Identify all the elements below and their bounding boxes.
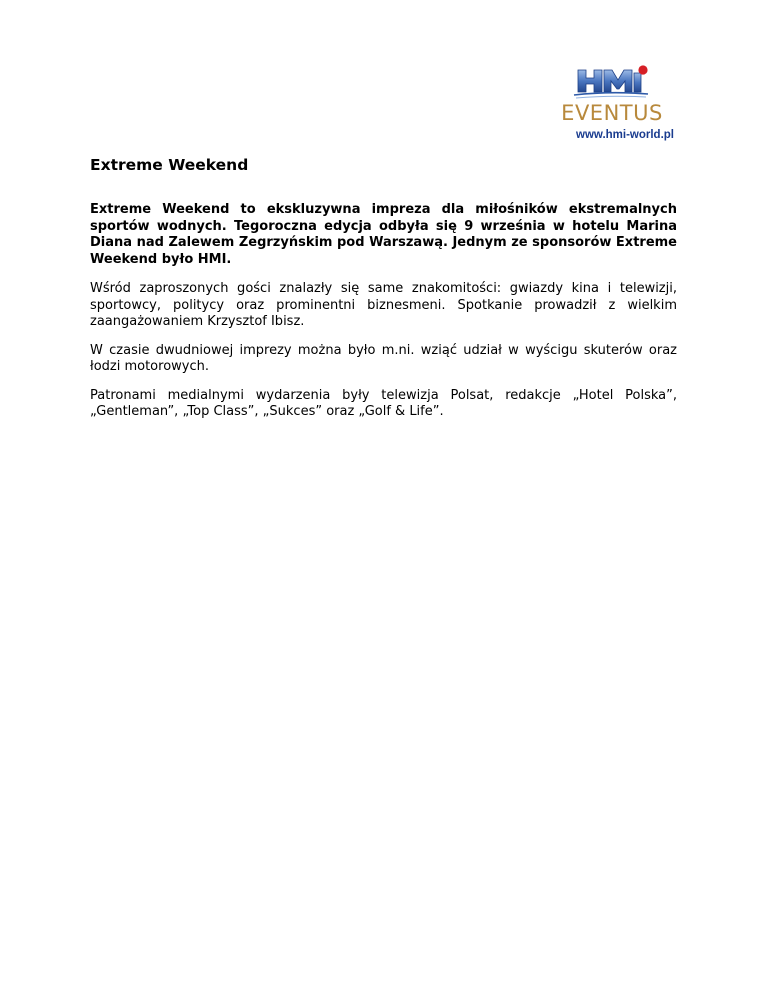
hmi-eventus-logo xyxy=(548,62,676,144)
lead-paragraph: Extreme Weekend to ekskluzywna impreza dla miłośników ekstremalnych sportów wodnych. Tegoroczna edycja odbyła się 9 września w hotelu Marina Diana nad Zalewem Zegrzyńskim pod Warszawą. Jednym ze sponsorów Extreme Weekend było HMI. xyxy=(90,202,677,267)
eventus-wordmark: EVENTUS xyxy=(561,101,663,125)
body-paragraph-activities: W czasie dwudniowej imprezy można było m.ni. wziąć udział w wyścigu skuterów oraz łodzi motorowych. xyxy=(90,342,677,374)
document-body xyxy=(90,202,677,433)
body-paragraph-guests: Wśród zaproszonych gości znalazły się same znakomitości: gwiazdy kina i telewizji, sportowcy, politycy oraz prominentni biznesmeni. Spotkanie prowadził z wielkim zaangażowaniem Krzysztof Ibisz. xyxy=(90,281,677,329)
logo-url: www.hmi-world.pl xyxy=(576,129,674,141)
document-title: Extreme Weekend xyxy=(90,156,249,174)
body-paragraph-media: Patronami medialnymi wydarzenia były telewizja Polsat, redakcje „Hotel Polska”, „Gentleman”, „Top Class”, „Sukces” oraz „Golf & Life”. xyxy=(90,387,677,419)
